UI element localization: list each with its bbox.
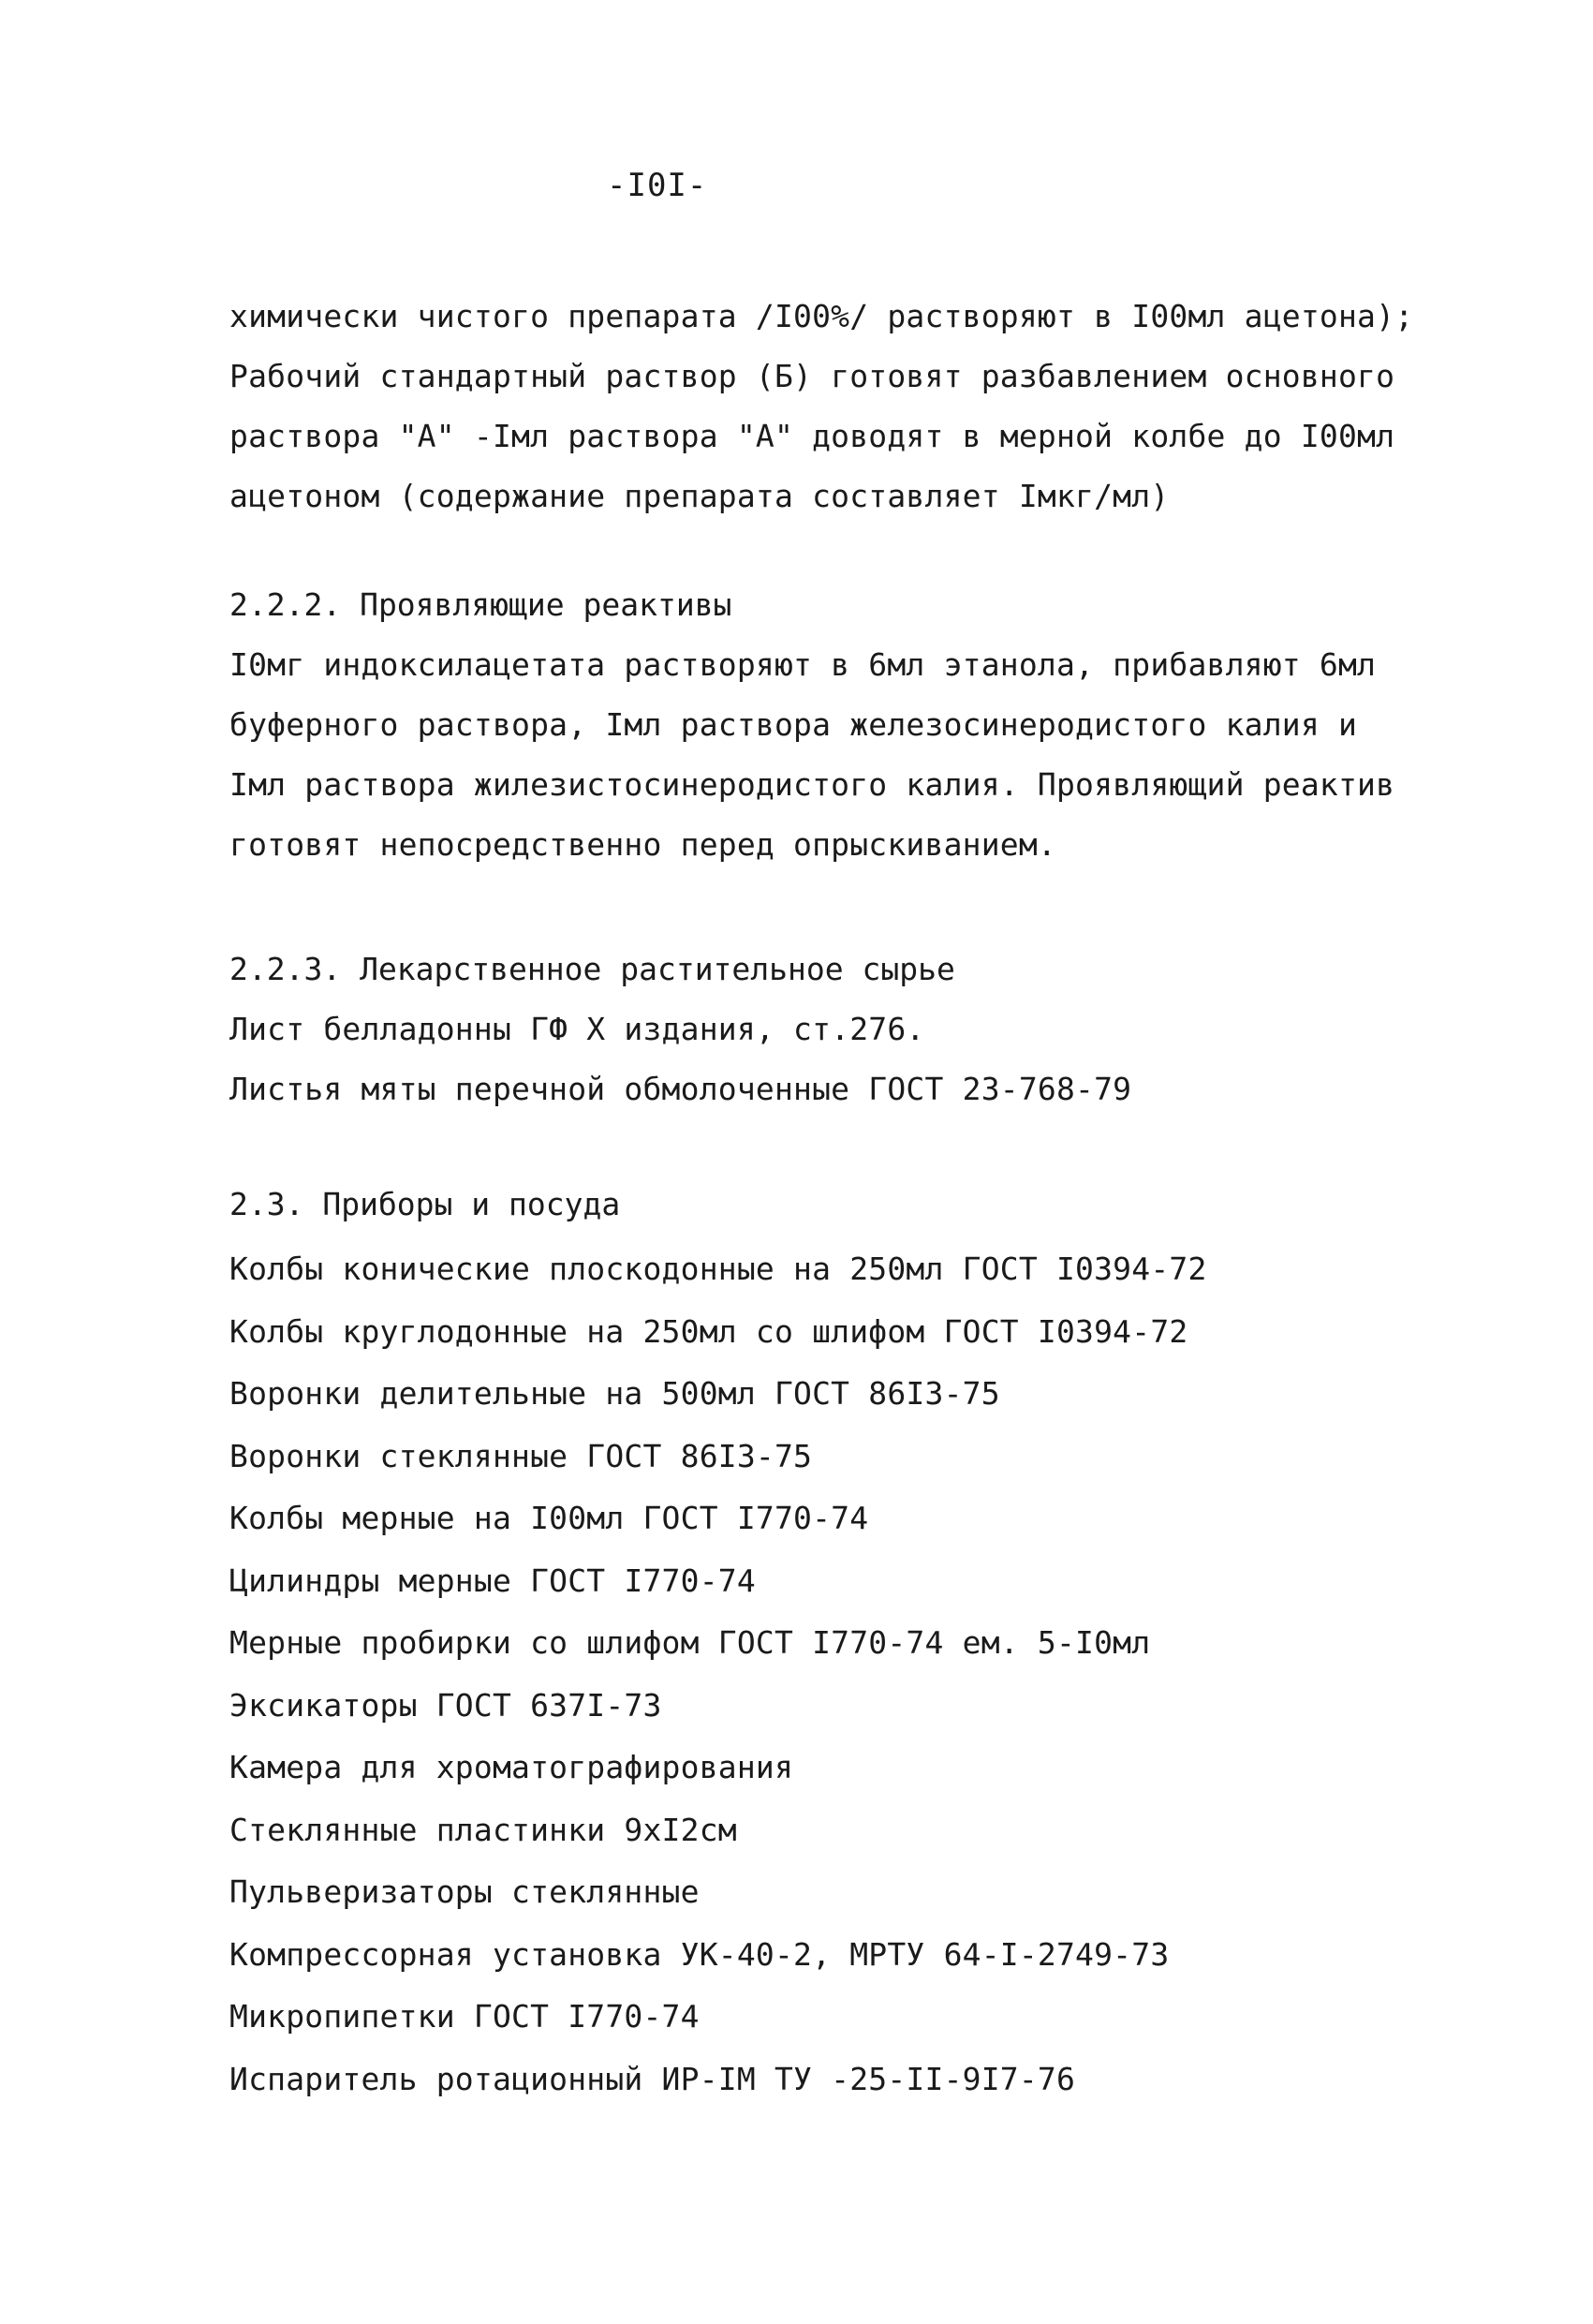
list-item: Эксикаторы ГОСТ 637I-73 <box>229 1686 662 1724</box>
paragraph-line: готовят непосредственно перед опрыскиванием. <box>229 826 1056 863</box>
paragraph-line: I0мг индоксилацетата растворяют в 6мл этанола, прибавляют 6мл <box>229 646 1377 683</box>
paragraph-line: буферного раствора, Iмл раствора железосинеродистого калия и <box>229 706 1358 743</box>
paragraph-line: раствора "А" -Iмл раствора "А" доводят в мерной колбе до I00мл <box>229 418 1395 454</box>
section-equipment <box>229 1175 1475 2110</box>
paragraph-line: Рабочий стандартный раствор (Б) готовят разбавлением основного <box>229 358 1395 394</box>
list-item: Колбы мерные на I00мл ГОСТ I770-74 <box>229 1500 869 1536</box>
section-raw-material <box>229 940 1475 1119</box>
list-item: Стеклянные пластинки 9хI2см <box>229 1811 737 1848</box>
paragraph-line: химически чистого препарата /I00%/ растворяют в I00мл ацетона); <box>229 298 1414 334</box>
list-item: Воронки стеклянные ГОСТ 86I3-75 <box>229 1437 813 1474</box>
list-item: Камера для хроматографирования <box>229 1749 794 1785</box>
section-heading: 2.2.2. Проявляющие реактивы <box>229 586 732 623</box>
list-item: Компрессорная установка УК-40-2, МРТУ 64-I-2749-73 <box>229 1935 1170 1973</box>
list-item: Испаритель ротационный ИР-IМ ТУ -25-II-9I7-76 <box>229 2060 1076 2097</box>
list-item: Колбы конические плоскодонные на 250мл ГОСТ I0394-72 <box>229 1251 1207 1287</box>
paragraph-line: ацетоном (содержание препарата составляет Iмкг/мл) <box>229 478 1170 514</box>
section-heading: 2.2.3. Лекарственное растительное сырье <box>229 951 955 987</box>
paragraph-line: Iмл раствора жилезистосинеродистого калия. Проявляющий реактив <box>229 766 1395 803</box>
list-item: Воронки делительные на 500мл ГОСТ 86I3-75 <box>229 1375 1000 1412</box>
paragraph-line: Лист белладонны ГФ X издания, ст.276. <box>229 1011 925 1047</box>
paragraph-line: Листья мяты перечной обмолоченные ГОСТ 23-768-79 <box>229 1071 1132 1107</box>
section-reagents <box>229 575 1475 875</box>
list-item: Пульверизаторы стеклянные <box>229 1873 700 1910</box>
page-number: -I0I- <box>607 167 708 204</box>
section-heading: 2.3. Приборы и посуда <box>229 1186 621 1222</box>
list-item: Микропипетки ГОСТ I770-74 <box>229 1998 700 2035</box>
list-item: Колбы круглодонные на 250мл со шлифом ГОСТ I0394-72 <box>229 1312 1188 1350</box>
list-item: Цилиндры мерные ГОСТ I770-74 <box>229 1562 756 1599</box>
list-item: Мерные пробирки со шлифом ГОСТ I770-74 ем. 5-I0мл <box>229 1624 1151 1661</box>
intro-paragraph <box>229 287 1475 526</box>
